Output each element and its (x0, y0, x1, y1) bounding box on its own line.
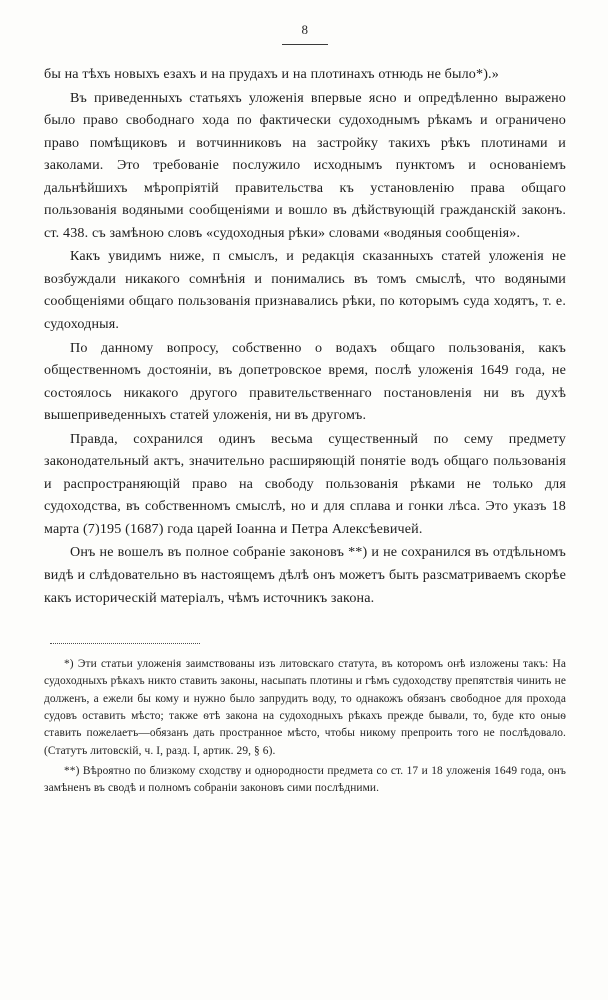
body-text (44, 63, 566, 609)
footnote-section (44, 656, 566, 798)
page-number: 8 (301, 22, 309, 37)
footnote-1: *) Эти статьи уложенія заимствованы изъ литовскаго статута, въ которомъ онѣ изложены такъ: На судоходныхъ рѣкахъ никто ставить законы, насыпать плотины и гѣмъ судоходству препятствія чинить не долженъ, а ежели бы кому и нужно было запрудить воду, то однакожъ обязанъ свободное для прохода судовъ оставить мѣсто; также ѳтѣ закона на судоходныхъ рѣкахъ прежде бывали, то, буде кто оныѳ ставить пожелаетъ—обязанъ дать пространное мѣсто, чтобы никому препроить того не послѣдовало. (Статутъ литовскій, ч. I, разд. I, артик. 29, § 6). (44, 658, 566, 757)
paragraph-6: Онъ не вошелъ въ полное собраніе законовъ **) и не сохранился въ отдѣльномъ видѣ и слѣдовательно въ настоящемъ дѣлѣ онъ можетъ быть разсматриваемъ скорѣе какъ историческій матеріалъ, чѣмъ источникъ закона. (44, 544, 566, 606)
header-divider (282, 44, 328, 45)
footnote-2: **) Вѣроятно по близкому сходству и однородности предмета со ст. 17 и 18 уложенія 1649 года, онъ замѣненъ въ сводѣ и полномъ собраніи законовъ сими послѣдними. (44, 765, 566, 795)
paragraph-4: По данному вопросу, собственно о водахъ общаго пользованія, какъ общественномъ достояніи, въ допетровское время, послѣ уложенія 1649 года, не состоялось никакого другого правительственнаго постановленія ни въ духѣ вышеприведенныхъ статей уложенія, ни въ другомъ. (44, 339, 566, 424)
paragraph-3: Какъ увидимъ ниже, п смыслъ, и редакція сказанныхъ статей уложенія не возбуждали никакого сомнѣнія и понимались въ томъ смыслѣ, что водяными сообщеніями общаго пользованія признавались рѣки, по которымъ суда ходятъ, т. е. судоходныя. (44, 248, 566, 333)
paragraph-1: бы на тѣхъ новыхъ езахъ и на прудахъ и на плотинахъ отнюдь не было*).» (44, 66, 499, 82)
paragraph-2: Въ приведенныхъ статьяхъ уложенія впервые ясно и опредѣленно выражено было право свободнаго хода по фактически судоходнымъ рѣкамъ и ограничено право помѣщиковъ и вотчинниковъ на застройку такихъ рѣкъ плотинами и заколами. Это требованіе послужило исходнымъ пунктомъ и основаніемъ дальнѣйшихъ мѣропріятій правительства къ установленію права общаго пользованія водяными сообщеніями и вошло въ дѣйствующій гражданскій законъ. ст. 438. съ замѣною словъ «судоходныя рѣки» словами «водяныя сообщенія». (44, 89, 566, 241)
paragraph-5: Правда, сохранился одинъ весьма существенный по сему предмету законодательный актъ, значительно расширяющій понятіе водъ общаго пользованія и распространяющій право на свободу пользованія рѣками не только для судоходства, въ собственномъ смыслѣ, но и для сплава и гонки лѣса. Это указъ 18 марта (7)195 (1687) года царей Іоанна и Петра Алексѣевичей. (44, 430, 566, 537)
footnote-divider (50, 643, 200, 644)
